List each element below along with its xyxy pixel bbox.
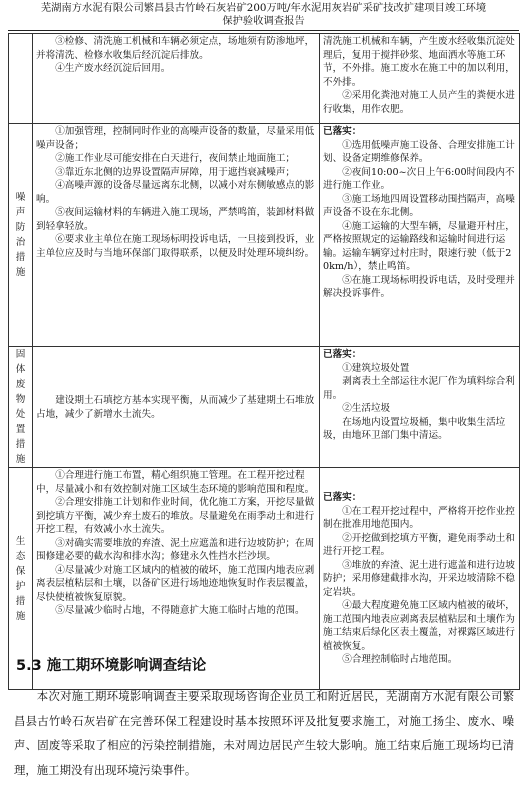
status-item: ②生活垃圾: [342, 403, 391, 414]
status-item: ③施工场地四周设置移动围挡隔声，高噪声设备不设在东北侧。: [323, 193, 515, 218]
section-heading: [16, 654, 206, 675]
category-cell-empty: [9, 34, 33, 124]
measure-item: ⑤夜间运输材料的车辆进入施工现场，严禁鸣笛，装卸材料做到轻拿轻放。: [36, 207, 315, 232]
category-cell-ecology: 生态 保 护措 施: [9, 468, 33, 690]
status-item: ②开挖做到挖填方平衡，避免雨季动土和进行开挖工程。: [323, 532, 515, 558]
measures-table: [8, 33, 520, 690]
measures-cell: [33, 347, 320, 468]
table-row-solid-waste: [9, 347, 520, 468]
status-item: ②夜间10:00~次日上午6:00时间段内不进行施工作业。: [323, 166, 515, 191]
status-title: 已落实：: [323, 492, 362, 504]
status-title: 已落实：: [323, 126, 362, 137]
measures-cell: [33, 124, 320, 347]
status-item: ①在工程开挖过程中，严格将开挖作业控制在批准用地范围内。: [323, 505, 515, 531]
measure-item: ③检修、清洗施工机械和车辆必须定点，场地须有防渗地坪，并将清洗、检修水收集后经沉淀后排放。: [36, 36, 315, 61]
conclusion-paragraph: 本次对施工期环境影响调查主要采取现场咨询企业员工和附近居民，芜湖南方水泥有限公司繁昌县古竹岭石灰岩矿在完善环保工程建设时基本按照环评及批复要求施工，对施工扬尘、废水、噪声、固废等采取了相应的污染控制措施，未对周边居民产生较大影响。施工结束后施工现场均已清理，施工期没有出现环境污染事件。: [14, 689, 514, 777]
status-title: 已落实：: [323, 349, 362, 360]
status-cell: [320, 468, 520, 690]
table-row-continued: [9, 34, 520, 124]
status-cell: [320, 347, 520, 468]
page-header: [0, 2, 527, 28]
header-line-1: 芜湖南方水泥有限公司繁昌县古竹岭石灰岩矿200万吨/年水泥用灰岩矿采矿技改扩建项目竣工环境: [40, 2, 487, 14]
measure-item: ①合理进行施工布置，精心组织施工管理。在工程开挖过程中，尽量减小和有效控制对施工区域生态环境的影响范围和程度。: [36, 470, 315, 495]
status-item: ④施工运输的大型车辆，尽量避开村庄，严格按照规定的运输路线和运输时间进行运输。运输车辆穿过村庄时，限速行驶（低于20km/h），禁止鸣笛。: [323, 220, 515, 272]
table-row-noise: [9, 124, 520, 347]
status-item: ④最大程度避免施工区域内植被的破坏，施工范围内地表应剥离表层植粘层和土壤作为施工结束后绿化区表土覆盖，对裸露区域进行植被恢复。: [323, 600, 515, 652]
measure-item: ③对确实需要堆放的弃渣、泥土应遮盖和进行边坡防护；在周围修建必要的截水沟和排水沟；修建永久性挡水拦沙坝。: [36, 537, 315, 562]
status-item: ⑤在施工现场标明投诉电话，及时受理并解决投诉事件。: [323, 274, 515, 299]
measure-item: ①加强管理，控制同时作业的高噪声设备的数量，尽量采用低噪声设备；: [36, 126, 315, 151]
measures-cell: [33, 34, 320, 124]
category-cell-noise: 噪声 防 治措 施: [9, 124, 33, 347]
status-item: ③堆放的弃渣、泥土进行遮盖和进行边坡防护；采用修建截排水沟，开采边坡清除不稳定岩块。: [323, 559, 515, 598]
measure-item: 建设期土石填挖方基本实现平衡，从而减少了基建期土石堆放占地，减少了新增水土流失。: [36, 395, 315, 420]
status-item: 剥离表土全部运往水泥厂作为填料综合利用。: [323, 376, 515, 401]
measure-item: ④高噪声源的设备尽量远离东北侧，以减小对东侧敏感点的影响。: [36, 180, 315, 205]
header-rule: [8, 30, 519, 31]
status-item: 在场地内设置垃圾桶，集中收集生活垃圾，由地环卫部门集中清运。: [323, 416, 506, 441]
section-title: 施工期环境影响调查结论: [46, 658, 207, 674]
status-item: ②采用化粪池对施工人员产生的粪便水进行收集，用作农肥。: [323, 90, 515, 115]
header-line-2: 保护验收调查报告: [222, 15, 305, 27]
status-cell: [320, 34, 520, 124]
section-number: 5.3: [16, 658, 42, 674]
measure-item: ⑤尽量减少临时占地，不得随意扩大施工临时占地的范围。: [55, 605, 305, 616]
measure-item: ⑥要求业主单位在施工现场标明投诉电话，一旦接到投诉，业主单位应及时与当地环保部门取得联系，以便及时处理环境纠纷。: [36, 234, 315, 259]
status-item: ①选用低噪声施工设备、合理安排施工计划、设备定期维修保养。: [323, 139, 515, 164]
measure-item: ②施工作业尽可能安排在白天进行，夜间禁止地面施工；: [55, 153, 296, 164]
status-item: ⑤合理控制临时占地范围。: [342, 654, 458, 666]
measure-item: ④尽量减少对施工区域内的植被的破坏，施工范围内地表应剥离表层植粘层和土壤，以备矿区进行场地迹地恢复时作表层覆盖，尽快使植被恢复原貌。: [36, 564, 315, 603]
status-item: ①建筑垃圾处置: [342, 362, 410, 374]
status-cell: [320, 124, 520, 347]
status-item: 清洗施工机械和车辆，产生废水经收集沉淀处理后，复用于搅拌砂浆、地面洒水等施工环节，不外排。施工废水在施工中的加以利用，不外排。: [323, 36, 515, 88]
measure-item: ③靠近东北侧的边界设置隔声屏障，用于遮挡衰减噪声；: [55, 166, 296, 178]
measure-item: ②合理安排施工计划和作业时间，优化施工方案，开挖尽量做到挖填方平衡，减少弃土废石的堆放。尽量避免在雨季动土和进行开挖工程，有效减小水土流失。: [36, 497, 315, 535]
category-cell-solid-waste: 固体 废物 处置 措施: [9, 347, 33, 468]
measure-item: ④生产废水经沉淀后回用。: [55, 63, 171, 74]
